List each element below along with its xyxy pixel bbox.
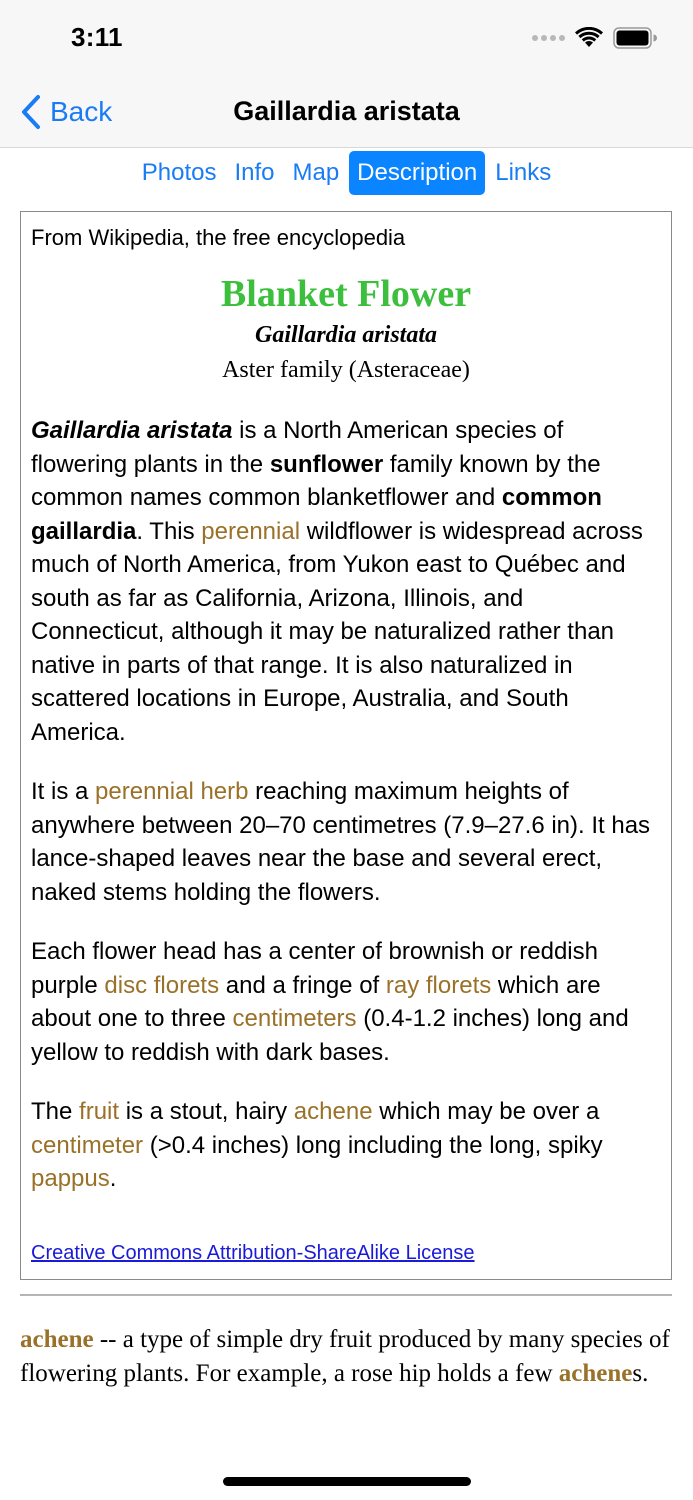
tab-links[interactable]: Links [495, 159, 552, 186]
license-link[interactable]: Creative Commons Attribution-ShareAlike License [31, 1242, 475, 1264]
description-paragraph-1: Gaillardia aristata is a North American species of flowering plants in the sunflower family known by the common names common blanketflower and common gaillardia. This perennial wildflower is widespread across much of North America, from Yukon east to Québec and south as far as California, Arizona, Illinois, and Connecticut, although it may be naturalized rather than native in parts of that range. It is also naturalized in scattered locations in Europe, Australia, and South America. [31, 417, 643, 746]
divider [20, 1294, 672, 1296]
glossary-link-centimeter[interactable]: centimeter [31, 1131, 144, 1159]
glossary-link-perennial[interactable]: perennial [201, 517, 301, 545]
glossary-link-achene[interactable]: achene [293, 1098, 373, 1125]
bold-scientific-name: Gaillardia aristata [31, 417, 233, 444]
species-heading [31, 270, 661, 388]
segmented-tabs [0, 151, 693, 195]
description-paragraph-3: Each flower head has a center of brownish or reddish purple disc florets and a fringe of ray florets which are about one to three centimeters (0.4-1.2 inches) long and yellow to reddish with dark bases. [31, 938, 629, 1066]
glossary-link-perennial-herb[interactable]: perennial herb [95, 778, 249, 805]
back-label: Back [50, 96, 113, 127]
status-time: 3:11 [71, 22, 123, 52]
description-paragraph-2: It is a perennial herb reaching maximum heights of anywhere between 20–70 centimetres (7.9–27.6 in). It has lance-shaped leaves near the base and several erect, naked stems holding the flowers. [31, 778, 651, 906]
bold-sunflower: sunflower [269, 450, 384, 478]
tab-map[interactable]: Map [292, 159, 340, 186]
wiki-source: From Wikipedia, the free encyclopedia [31, 225, 406, 250]
glossary-link-centimeters[interactable]: centimeters [232, 1005, 357, 1032]
status-bar [0, 0, 693, 76]
family-name: Aster family (Asteraceae) [222, 357, 470, 383]
bold-common-gaillardia: common gaillardia [31, 484, 602, 545]
definition-term: achene [20, 1326, 94, 1353]
description-panel[interactable] [20, 211, 672, 1280]
glossary-link-pappus[interactable]: pappus [31, 1165, 110, 1192]
definition-text: -- a type of simple dry fruit produced by many species of flowering plants. For example, a rose hip holds a few [20, 1326, 670, 1387]
tab-info[interactable]: Info [234, 159, 275, 186]
cellular-signal-icon [532, 35, 565, 41]
home-indicator[interactable] [223, 1477, 471, 1486]
glossary-link-ray-florets[interactable]: ray florets [385, 971, 492, 999]
glossary-definition: achene -- a type of simple dry fruit produced by many species of flowering plants. For example, a rose hip holds a few achenes. [20, 1326, 670, 1387]
tab-photos[interactable]: Photos [141, 159, 217, 186]
scientific-name: Gaillardia aristata [254, 322, 438, 348]
wifi-icon [575, 27, 603, 49]
glossary-link-disc-florets[interactable]: disc florets [104, 971, 220, 999]
battery-icon [613, 27, 657, 49]
tab-description[interactable]: Description [349, 151, 485, 195]
definition-term-inline: achene [558, 1360, 633, 1387]
description-paragraph-4: The fruit is a stout, hairy achene which may be over a centimeter (>0.4 inches) long including the long, spiky pappus. [31, 1098, 603, 1192]
status-indicators [532, 26, 657, 50]
common-name: Blanket Flower [220, 273, 472, 315]
navigation-bar [0, 76, 693, 148]
page-title: Gaillardia aristata [233, 96, 460, 126]
glossary-link-fruit[interactable]: fruit [79, 1098, 120, 1125]
